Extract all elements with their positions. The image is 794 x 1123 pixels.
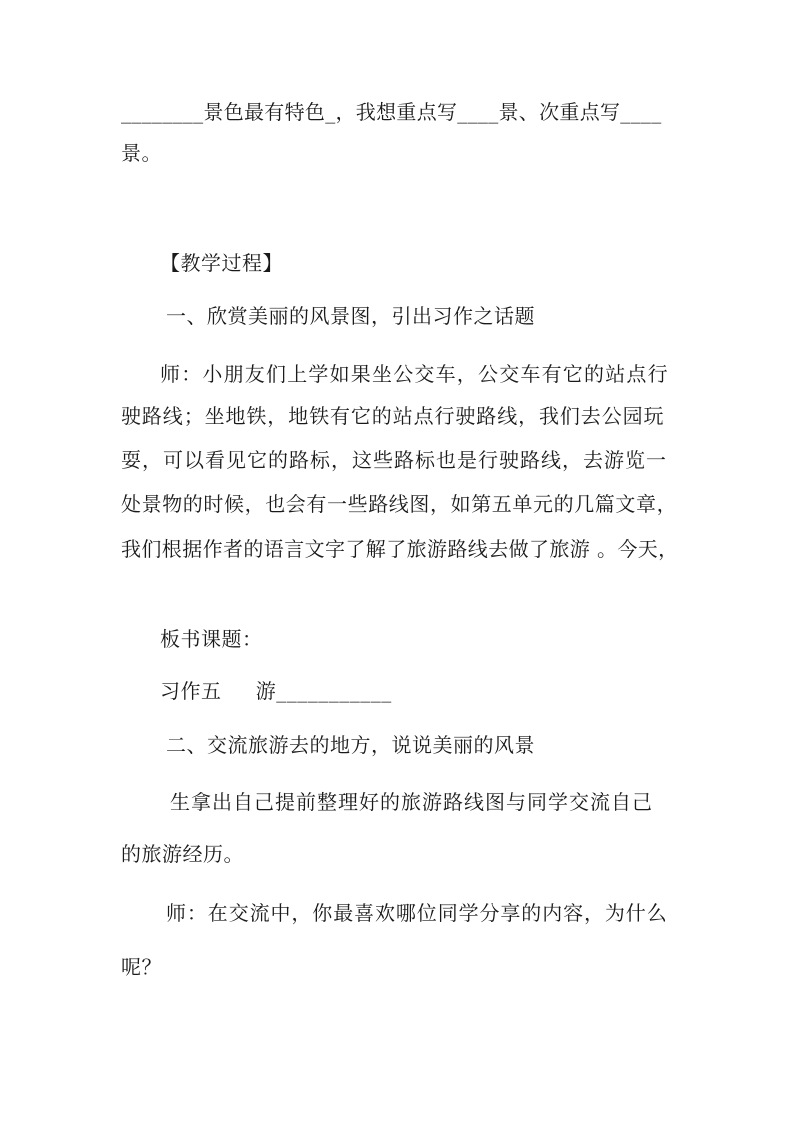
step-one-heading: 一、欣赏美丽的风景图，引出习作之话题 bbox=[166, 304, 535, 328]
paragraph-line: 呢？ bbox=[121, 955, 162, 979]
paragraph-line: 耍，可以看见它的路标，这些路标也是行驶路线，去游览一 bbox=[121, 448, 667, 472]
fill-blank-line-end: 景。 bbox=[121, 141, 162, 165]
paragraph-line: 我们根据作者的语言文字了解了旅游路线去做了旅游 。今天， bbox=[121, 537, 679, 561]
paragraph-line: 师：在交流中，你最喜欢哪位同学分享的内容，为什么 bbox=[166, 901, 668, 925]
board-title-content: 习作五 游___________ bbox=[160, 679, 392, 703]
fill-blank-line: ________景色最有特色_，我想重点写____景、次重点写____ bbox=[121, 100, 662, 124]
section-heading-teaching-process: 【教学过程】 bbox=[160, 251, 283, 275]
board-title-label: 板书课题： bbox=[160, 627, 263, 651]
paragraph-line: 处景物的时候，也会有一些路线图，如第五单元的几篇文章， bbox=[121, 492, 678, 516]
paragraph-line: 的旅游经历。 bbox=[121, 842, 244, 866]
paragraph-line: 生拿出自己提前整理好的旅游路线图与同学交流自己 bbox=[170, 790, 653, 814]
step-two-heading: 二、交流旅游去的地方，说说美丽的风景 bbox=[166, 733, 535, 757]
paragraph-line: 师：小朋友们上学如果坐公交车，公交车有它的站点行 bbox=[160, 362, 669, 386]
paragraph-line: 驶路线；坐地铁，地铁有它的站点行驶路线，我们去公园玩 bbox=[121, 404, 665, 428]
